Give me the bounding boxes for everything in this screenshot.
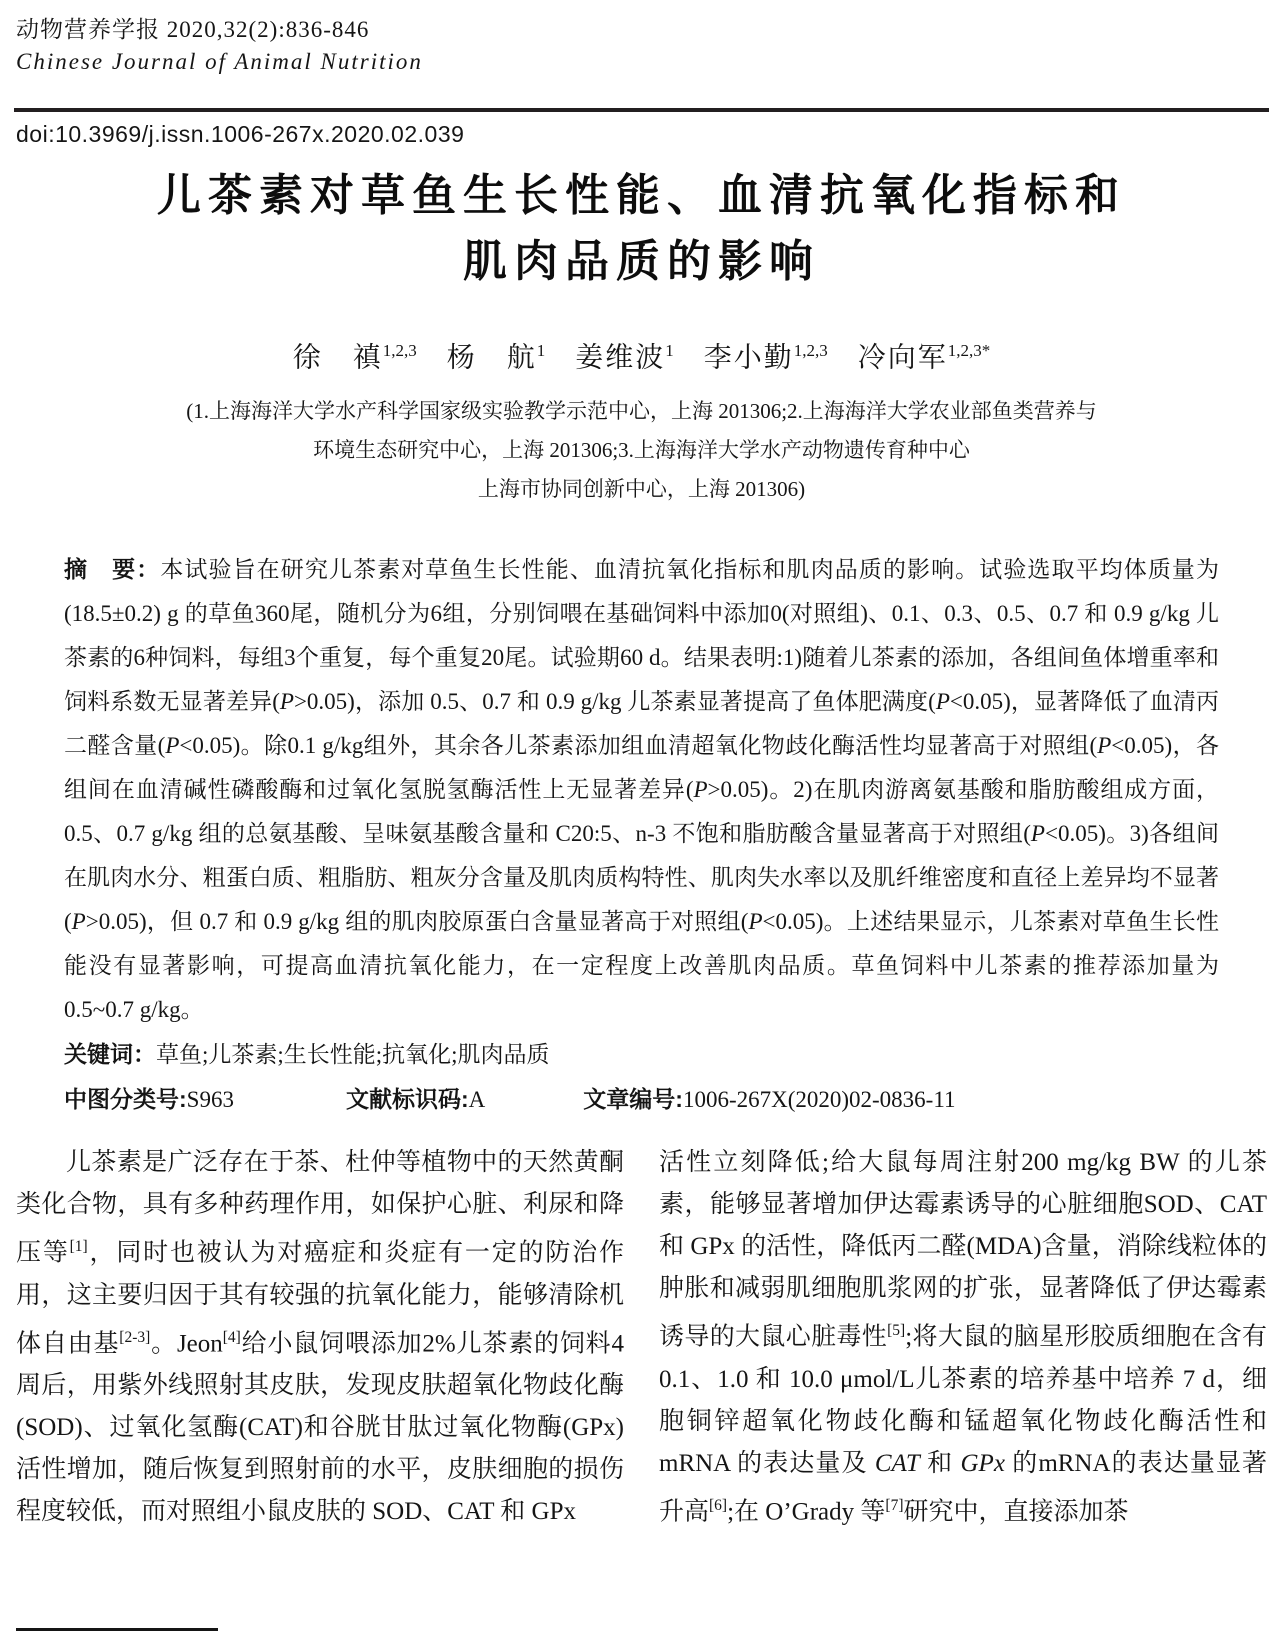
header-rule: [14, 108, 1269, 112]
superscript: [1]: [69, 1238, 88, 1256]
superscript: 1: [536, 341, 546, 360]
superscript: 1: [665, 341, 674, 360]
text-segment: 儿茶素是广泛存在于茶、杜仲等植物中的天然黄酮类化合物，具有多种药理作用，如保护心脏、利尿和降压等: [16, 1149, 624, 1267]
meta-line: [64, 1077, 1219, 1122]
body-column-left: [16, 1142, 624, 1533]
text-segment: 研究中，直接添加茶: [903, 1497, 1129, 1525]
article-id-label: 文章编号:: [583, 1086, 683, 1113]
text-segment: <0.05)。上述结果显示，儿茶素对草鱼生长性能没有显著影响，可提高血清抗氧化能力，在一定程度上改善肌肉品质。草鱼饲料中儿茶素的推荐添加量为 0.5~0.7 g/kg。: [64, 909, 1219, 1023]
intro-paragraph-left: [16, 1142, 624, 1533]
text-segment: 杨 航: [416, 342, 537, 374]
journal-name-en: Chinese Journal of Animal Nutrition: [16, 49, 423, 74]
text-segment: 和: [919, 1449, 961, 1477]
journal-header: [0, 0, 1283, 78]
clc-label: 中图分类号:: [64, 1086, 187, 1113]
intro-paragraph-right: [659, 1142, 1267, 1533]
text-segment: >0.05)，添加 0.5、0.7 和 0.9 g/kg 儿茶素显著提高了鱼体肥满度(: [293, 689, 936, 715]
keywords-text: 草鱼;儿茶素;生长性能;抗氧化;肌肉品质: [156, 1042, 550, 1068]
text-segment: P: [1030, 821, 1045, 847]
article-id-value: 1006-267X(2020)02-0836-11: [682, 1087, 956, 1113]
text-segment: 活性立刻降低;给大鼠每周注射200 mg/kg BW 的儿茶素，能够显著增加伊达霉素诱导的心脏细胞SOD、CAT 和 GPx 的活性，降低丙二醛(MDA)含量，消除线粒体的肿胀和减弱肌细胞肌浆网的扩张，显著降低了伊达霉素诱导的大鼠心脏毒性: [659, 1149, 1267, 1351]
text-segment: 李小勤: [673, 342, 794, 374]
text-segment: <0.05)。除0.1 g/kg组外，其余各儿茶素添加组血清超氧化物歧化酶活性均显著高于对照组(: [179, 733, 1098, 759]
affiliation-line-3: 上海市协同创新中心，上海 201306): [477, 477, 806, 502]
text-segment: ;在 O’Grady 等: [727, 1497, 886, 1525]
superscript: [4]: [222, 1328, 241, 1346]
document-code: [346, 1077, 485, 1122]
article-id: [583, 1077, 955, 1122]
text-segment: <0.05)，各组间在血清碱性磷酸酶和过氧化氢脱氢酶活性上无显著差异(: [64, 733, 1219, 803]
text-segment: 的mRNA的表达量显著升高: [659, 1449, 1267, 1525]
journal-name-cn: 动物营养学报 2020,32(2):836-846: [16, 17, 370, 42]
text-segment: P: [1097, 733, 1112, 759]
text-segment: ，同时也被认为对癌症和炎症有一定的防治作用，这主要归因于其有较强的抗氧化能力，能够清除机体自由基: [16, 1239, 624, 1357]
abstract-paragraph: [64, 547, 1219, 1032]
article-title: [0, 163, 1283, 295]
text-segment: P: [71, 909, 86, 935]
superscript: [5]: [887, 1322, 906, 1340]
footnote-rule: [16, 1628, 218, 1631]
abstract-label: 摘 要：: [64, 556, 161, 583]
text-segment: 。Jeon: [150, 1329, 223, 1357]
article-title-line1: 儿茶素对草鱼生长性能、血清抗氧化指标和: [157, 171, 1126, 220]
text-segment: <0.05)。3)各组间在肌肉水分、粗蛋白质、粗脂肪、粗灰分含量及肌肉质构特性、肌肉失水率以及肌纤维密度和直径上差异均不显著(: [64, 821, 1219, 935]
superscript: 1,2,3: [382, 341, 417, 360]
article-title-line2: 肌肉品质的影响: [463, 237, 820, 286]
abstract-text: [64, 557, 1219, 1022]
text-segment: >0.05)。2)在肌肉游离氨基酸和脂肪酸组成方面，0.5、0.7 g/kg 组的总氨基酸、呈味氨基酸含量和 C20:5、n-3 不饱和脂肪酸含量显著高于对照组(: [64, 777, 1219, 847]
body-column-right: [659, 1142, 1267, 1533]
document-code-value: A: [468, 1087, 486, 1113]
superscript: [6]: [709, 1496, 728, 1514]
doi-line: doi:10.3969/j.issn.1006-267x.2020.02.039: [16, 121, 465, 147]
text-segment: 本试验旨在研究儿茶素对草鱼生长性能、血清抗氧化指标和肌肉品质的影响。试验选取平均体质量为(18.5±0.2) g 的草鱼360尾，随机分为6组，分别饲喂在基础饲料中添加0(对照组)、0.1、0.3、0.5、0.7 和 0.9 g/kg 儿茶素的6种饲料，每组3个重复，每个重复20尾。试验期60 d。结果表明:1)随着儿茶素的添加，各组间鱼体增重率和饲料系数无显著差异(: [64, 557, 1220, 715]
text-segment: P: [693, 777, 708, 803]
superscript: 1,2,3: [793, 341, 828, 360]
text-segment: CAT: [874, 1449, 920, 1477]
keywords-label: 关键词：: [64, 1041, 156, 1068]
affiliation-line-1: (1.上海海洋大学水产科学国家级实验教学示范中心，上海 201306;2.上海海洋大学农业部鱼类营养与: [186, 399, 1097, 424]
text-segment: 给小鼠饲喂添加2%儿茶素的饲料4周后，用紫外线照射其皮肤，发现皮肤超氧化物歧化酶(SOD)、过氧化氢酶(CAT)和谷胱甘肽过氧化物酶(GPx)活性增加，随后恢复到照射前的水平，皮肤细胞的损伤程度较低，而对照组小鼠皮肤的 SOD、CAT 和 GPx: [16, 1329, 624, 1525]
text-segment: ;将大鼠的脑星形胶质细胞在含有 0.1、1.0 和 10.0 μmol/L儿茶素的培养基中培养 7 d，细胞铜锌超氧化物歧化酶和锰超氧化物歧化酶活性和mRNA 的表达量及: [659, 1323, 1267, 1477]
superscript: [7]: [885, 1496, 904, 1514]
body-columns: [16, 1142, 1267, 1533]
clc-number: [64, 1077, 234, 1122]
superscript: 1,2,3*: [947, 341, 991, 360]
text-segment: >0.05)，但 0.7 和 0.9 g/kg 组的肌肉胶原蛋白含量显著高于对照组(: [85, 909, 749, 935]
author-line: [0, 331, 1283, 378]
affiliation-line-2: 环境生态研究中心，上海 201306;3.上海海洋大学水产动物遗传育种中心: [313, 438, 970, 463]
superscript: [2-3]: [119, 1328, 151, 1346]
text-segment: GPx: [960, 1449, 1005, 1477]
text-segment: P: [165, 733, 180, 759]
text-segment: P: [279, 689, 294, 715]
clc-value: S963: [186, 1087, 234, 1113]
affiliation-block: [0, 392, 1283, 509]
text-segment: 姜维波: [545, 342, 666, 374]
keywords-line: [64, 1032, 1219, 1077]
text-segment: 冷向军: [827, 342, 948, 374]
document-code-label: 文献标识码:: [345, 1086, 469, 1113]
text-segment: 徐 禛: [292, 342, 383, 374]
text-segment: <0.05)，显著降低了血清丙二醛含量(: [64, 689, 1219, 759]
text-segment: P: [748, 909, 763, 935]
text-segment: P: [935, 689, 950, 715]
